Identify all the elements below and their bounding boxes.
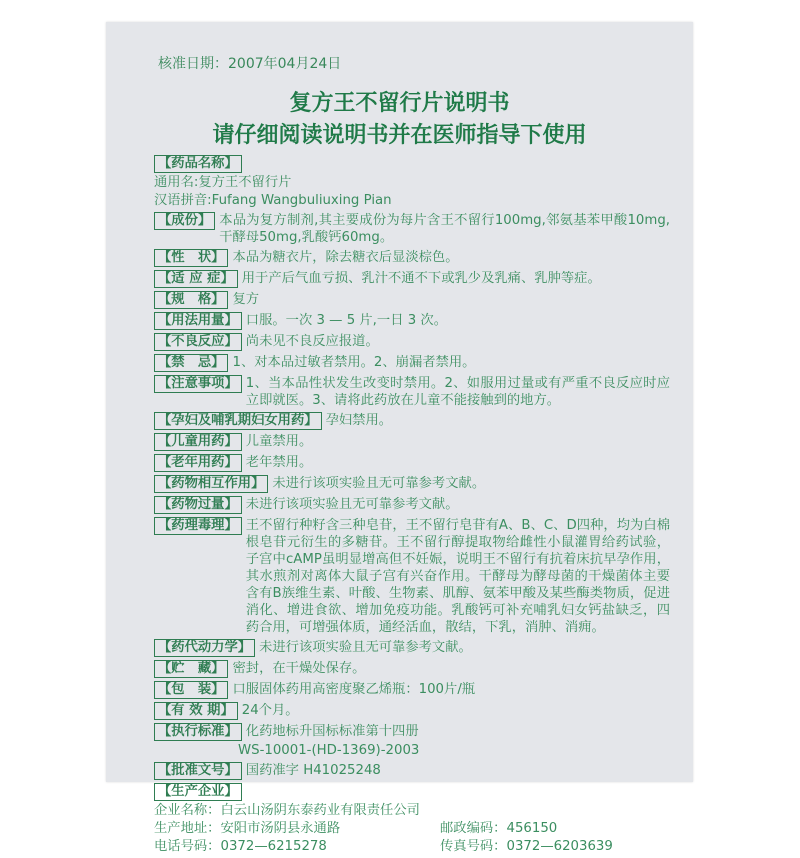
section-label: 【贮 藏】 [154,660,228,678]
section-contraindications [154,354,670,372]
section-text: 24个月。 [241,703,299,718]
manufacturer-address: 生产地址：安阳市汤阴县永通路 [154,821,341,836]
section-label: 【成份】 [154,212,215,230]
section-precautions [154,375,670,409]
manufacturer-phone: 电话号码：0372—6215278 [154,839,327,854]
section-adverse-reactions [154,333,670,351]
section-text: 儿童禁用。 [245,434,313,449]
section-children [154,433,670,451]
section-text: 国药准字 H41025248 [245,763,381,778]
section-text: 本品为糖衣片，除去糖衣后显淡棕色。 [232,250,459,265]
section-label: 【适 应 症】 [154,270,238,288]
section-text: 老年禁用。 [245,455,313,470]
generic-name-text: 通用名:复方王不留行片 [154,175,292,190]
section-label: 【药物相互作用】 [154,475,268,493]
document-title: 复方王不留行片说明书 [289,91,510,116]
leaflet-content [154,155,670,858]
section-manufacturer [154,783,670,801]
section-pharmacology [154,517,670,636]
manufacturer-name: 企业名称：白云山汤阴东泰药业有限责任公司 [154,803,420,818]
section-properties [154,249,670,267]
section-elderly [154,454,670,472]
section-pregnancy [154,412,670,430]
pinyin-name-text: 汉语拼音:Fufang Wangbuliuxing Pian [154,193,392,208]
section-dosage [154,312,670,330]
section-standard [154,723,670,741]
section-label: 【儿童用药】 [154,433,242,451]
section-approval-number [154,762,670,780]
section-text: 化药地标升国标标准第十四册 [245,724,419,739]
manufacturer-phone-line [154,838,670,855]
section-label: 【生产企业】 [154,783,242,801]
section-ingredients [154,212,670,246]
section-label: 【有 效 期】 [154,702,238,720]
section-label: 【药品名称】 [154,155,242,173]
section-text: 孕妇禁用。 [325,413,393,428]
section-specification [154,291,670,309]
standard-code-text: WS-10001-(HD-1369)-2003 [238,743,420,758]
section-label: 【注意事项】 [154,375,242,393]
section-package [154,681,670,699]
section-label: 【药理毒理】 [154,517,242,535]
section-label: 【药代动力学】 [154,639,255,657]
section-label: 【执行标准】 [154,723,242,741]
section-text: 密封，在干燥处保存。 [232,661,366,676]
section-text: 口服。一次 3 — 5 片,一日 3 次。 [245,313,448,328]
section-text: 1、当本品性状发生改变时禁用。2、如服用过量或有严重不良反应时应立即就医。3、请将此药放在儿童不能接触到的地方。 [245,376,670,408]
standard-code-line [154,742,670,759]
section-text: 口服固体药用高密度聚乙烯瓶：100片/瓶 [232,682,476,697]
section-label: 【批准文号】 [154,762,242,780]
section-pharmacokinetics [154,639,670,657]
section-drug-name [154,155,670,173]
section-text: 复方 [232,292,260,307]
section-storage [154,660,670,678]
section-label: 【老年用药】 [154,454,242,472]
leaflet-paper [106,22,693,854]
section-text: 王不留行种籽含三种皂苷，王不留行皂苷有A、B、C、D四种，均为白棉根皂苷元衍生的多糖苷。王不留行醇提取物给雌性小鼠灌胃给药试验，子宫中cAMP虽明显增高但不妊娠，说明王不留行有抗着床抗早孕作用，其水煎剂对离体大鼠子宫有兴奋作用。干酵母为酵母菌的干燥菌体主要含有B族维生素、叶酸、生物素、肌醇、氨苯甲酸及某些酶类物质，促进消化、增进食欲、增加免疫功能。乳酸钙可补充哺乳妇女钙盐缺乏，四药合用，可增强体质，通经活血，散结，下乳，消肿、消痈。 [245,518,670,635]
drug-pinyin-name [154,192,670,209]
document-subtitle: 请仔细阅读说明书并在医师指导下使用 [212,123,587,148]
section-interactions [154,475,670,493]
section-label: 【孕妇及哺乳期妇女用药】 [154,412,322,430]
section-label: 【包 装】 [154,681,228,699]
section-text: 尚未见不良反应报道。 [245,334,379,349]
section-label: 【用法用量】 [154,312,242,330]
manufacturer-address-line [154,820,670,837]
section-label: 【不良反应】 [154,333,242,351]
manufacturer-postcode: 邮政编码：456150 [440,821,558,836]
manufacturer-name-line [154,802,670,819]
manufacturer-fax: 传真号码：0372—6203639 [440,839,613,854]
section-label: 【禁 忌】 [154,354,228,372]
section-validity [154,702,670,720]
section-overdose [154,496,670,514]
section-text: 未进行该项实验且无可靠参考文献。 [259,640,472,655]
section-text: 未进行该项实验且无可靠参考文献。 [272,476,486,491]
section-label: 【药物过量】 [154,496,242,514]
approval-date: 核准日期：2007年04月24日 [158,56,342,72]
section-label: 【性 状】 [154,249,228,267]
section-text: 1、对本品过敏者禁用。2、崩漏者禁用。 [232,355,476,370]
section-text: 本品为复方制剂,其主要成份为每片含王不留行100mg,邻氨基苯甲酸10mg,干酵母50mg,乳酸钙60mg。 [219,213,670,245]
section-text: 未进行该项实验且无可靠参考文献。 [245,497,459,512]
section-indications [154,270,670,288]
section-label: 【规 格】 [154,291,228,309]
drug-generic-name [154,174,670,191]
section-text: 用于产后气血亏损、乳汁不通不下或乳少及乳痛、乳肿等症。 [241,271,601,286]
